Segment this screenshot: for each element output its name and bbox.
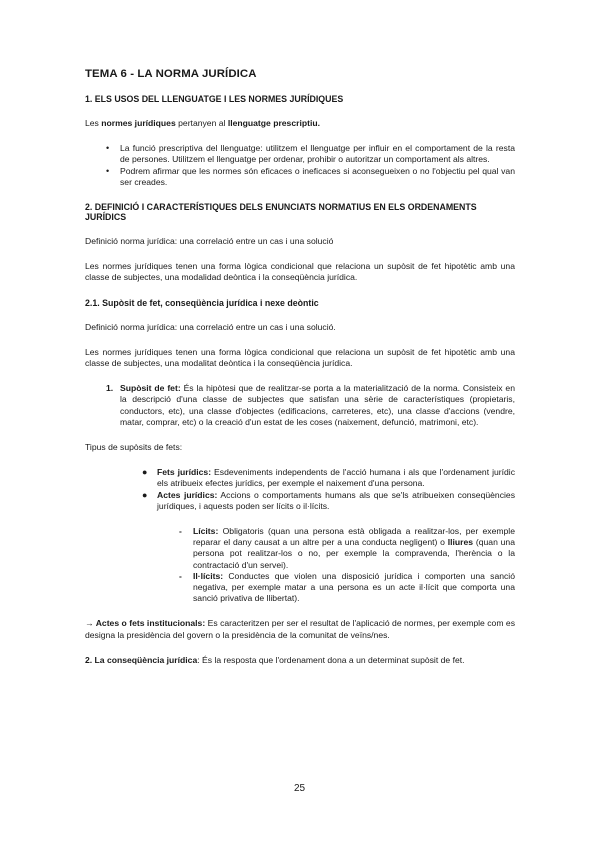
fets-juridics-label: Fets jurídics: (157, 467, 212, 478)
intro-bold-normes: normes jurídiques (101, 118, 176, 128)
numbered-list (85, 383, 515, 428)
list-item-suposit (85, 383, 515, 428)
section-2-definition: Definició norma jurídica: una correlació entre un cas i una solució (85, 236, 334, 247)
list-number: 1. (106, 383, 114, 394)
licits-text-b: (quan una persona pot realitzar-los o no, per exemple la compravenda, l'herència o la contractació d'un servei). (193, 537, 515, 570)
dash-icon: - (179, 570, 182, 581)
list-item-licits (85, 526, 515, 571)
list-item: • Podrem afirmar que les normes són eficaces o ineficaces si aconsegueixen o no l'objectiu pel qual van ser creades. (85, 166, 515, 188)
actes-institucionals-paragraph (85, 618, 515, 640)
page-content (85, 68, 515, 680)
bullet-dot-icon: ● (142, 489, 148, 500)
section-1-heading: 1. ELS USOS DEL LLENGUATGE I LES NORMES JURÍDIQUES (85, 94, 344, 104)
consequencia-label: 2. La conseqüència jurídica (85, 654, 198, 665)
tipus-supòsits-label: Tipus de supòsits de fets: (85, 442, 183, 453)
section-1-intro (85, 118, 515, 129)
actes-institucionals-text: Es caracteritzen per ser el resultat de l'aplicació de normes, per exemple com es designa la presidència del govern o la presidència de la comunitat de veïns/nes. (85, 618, 516, 640)
actes-juridics-text: Accions o comportaments humans als que se'ls atribueixen conseqüències jurídiques, i aquests poden ser lícits o il·lícits. (157, 489, 515, 511)
list-item-actes-juridics (85, 490, 515, 512)
suposit-text: És la hipòtesi que de realitzar-se porta a la materialització de la norma. Consisteix en la descripció d'una classe de subjectes que satisfan una sèrie de característiques (propietaris, conductors, etc), una classe d'objectes (edificacions, carreteres, etc), una classe d'accions (vendre, matar, comprar, etc) o la creació d'un estat de les coses (naixement, defunció, matrimoni, etc). (120, 383, 515, 427)
consequencia-paragraph (85, 655, 515, 666)
actes-juridics-label: Actes jurídics: (157, 489, 218, 500)
section-1-bullets (85, 143, 515, 188)
page-title: TEMA 6 - LA NORMA JURÍDICA (85, 68, 257, 80)
licits-text: Obligatoris (quan una persona està obligada a realitzar-los, per exemple reparar el dany causat a un altre per a una conducta negligent) o (193, 526, 515, 548)
licits-lliures: lliures (447, 537, 474, 548)
licits-label: Lícits: (193, 526, 219, 537)
section-2-1-paragraph: Les normes jurídiques tenen una forma lògica condicional que relaciona un supòsit de fet hipotètic amb una classe de subjectes, una modalitat deòntica i la conseqüència jurídica. (85, 346, 515, 369)
illicits-text: Conductes que violen una disposició jurídica i comporten una sanció negativa, per exemple matar a una persona es un acte il·lícit que comporta una sanció privativa de llibertat). (193, 570, 515, 604)
intro-period: . (317, 118, 320, 128)
intro-text: pertanyen al (175, 118, 228, 128)
illicits-label: Il·lícits: (193, 570, 224, 581)
page-number: 25 (293, 783, 306, 794)
consequencia-text: : És la resposta que l'ordenament dona a un determinat supòsit de fet. (197, 654, 465, 665)
licits-list (85, 526, 515, 604)
bullet-dot-icon: ● (142, 467, 148, 478)
list-item-fets-juridics (85, 467, 515, 489)
list-item-illicits (85, 571, 515, 605)
intro-text: Les (85, 118, 102, 128)
section-2-1-definition: Definició norma jurídica: una correlació entre un cas i una solució. (85, 321, 336, 332)
suposit-label: Supòsit de fet: (120, 383, 181, 394)
fets-list (85, 467, 515, 512)
section-2-heading: 2. DEFINICIÓ I CARACTERÍSTIQUES DELS ENUNCIATS NORMATIUS EN ELS ORDENAMENTS JURÍDICS (85, 202, 477, 223)
actes-institucionals-label: Actes o fets institucionals: (93, 618, 206, 629)
dash-icon: - (179, 526, 182, 537)
right-arrow-icon: → (85, 618, 94, 629)
intro-bold-llenguatge: llenguatge prescriptiu (227, 118, 318, 128)
list-item: • La funció prescriptiva del llenguatge: utilitzem el llenguatge per influir en el comportament de la resta de persones. Utilitzem el llenguatge per ordenar, prohibir o autoritzar un comportament als altres. (85, 143, 515, 165)
section-2-1-heading: 2.1. Supòsit de fet, conseqüència jurídica i nexe deòntic (85, 297, 319, 308)
section-2-paragraph: Les normes jurídiques tenen una forma lògica condicional que relaciona un supòsit de fet hipotètic amb una classe de subjectes, una modalidad deòntica i la conseqüència jurídica. (85, 261, 515, 283)
fets-juridics-text: Esdeveniments independents de l'acció humana i als que l'ordenament jurídic els atribueix efectes jurídics, per exemple el naixement d'una persona. (157, 467, 515, 489)
